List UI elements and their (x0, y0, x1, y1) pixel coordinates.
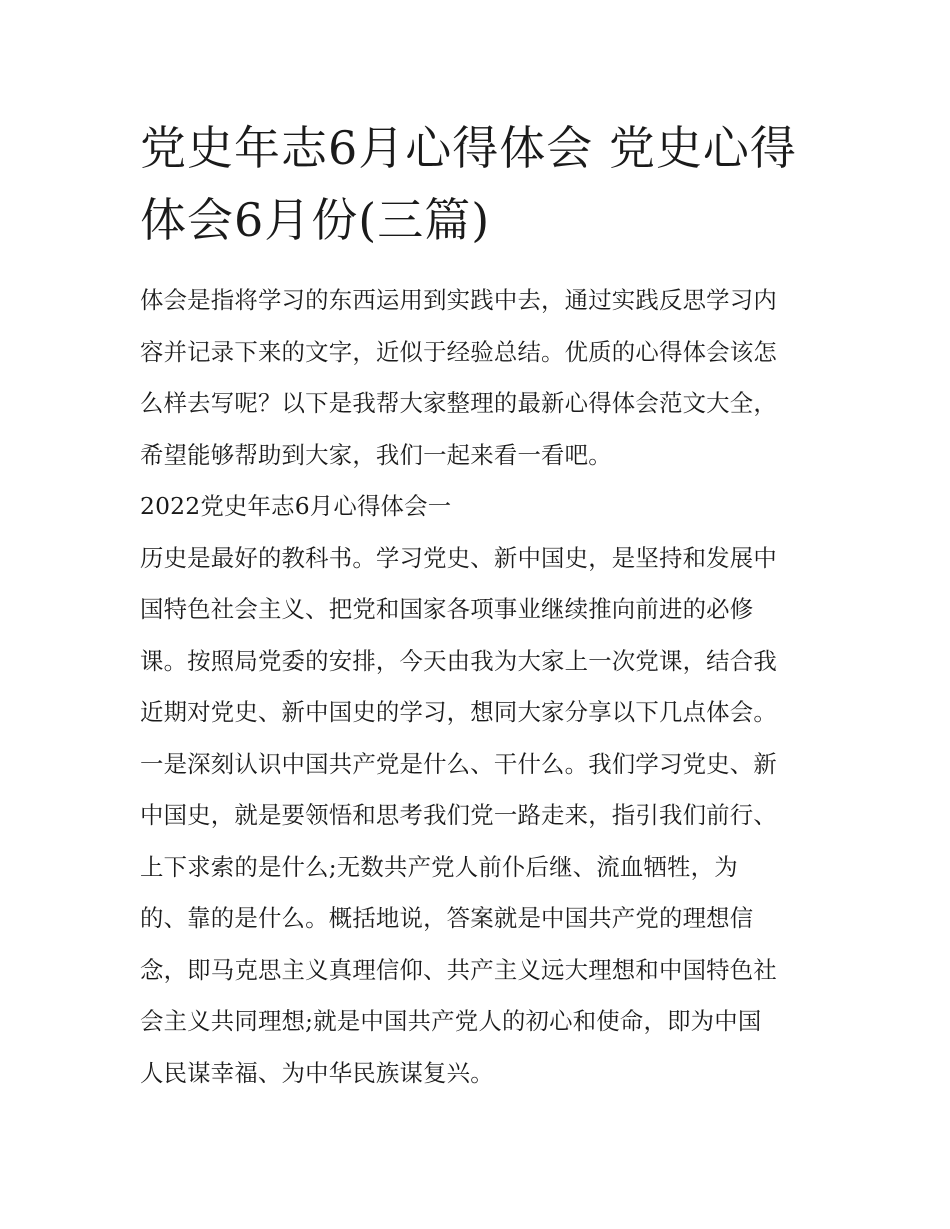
document-body (140, 282, 812, 1106)
body-line: 国特色社会主义、把党和国家各项事业继续推向前进的必修 (140, 595, 754, 623)
body-line: 人民谋幸福、为中华民族谋复兴。 (140, 1058, 494, 1087)
body-line: 近期对党史、新中国史的学习，想同大家分享以下几点体会。 (140, 698, 777, 726)
body-line: 上下求索的是什么;无数共产党人前仆后继、流血牺牲，为 (140, 852, 738, 881)
body-line: 念，即马克思主义真理信仰、共产主义远大理想和中国特色社 (140, 955, 777, 984)
body-line: 一是深刻认识中国共产党是什么、干什么。我们学习党史、新 (140, 749, 777, 778)
document-title: 党史年志6月心得体会 党史心得体会6月份(三篇) (140, 121, 797, 247)
section-heading: 2022党史年志6月心得体会一 (140, 492, 452, 520)
body-line: 中国史，就是要领悟和思考我们党一路走来，指引我们前行、 (140, 801, 777, 829)
body-line: 容并记录下来的文字，近似于经验总结。优质的心得体会该怎 (140, 337, 777, 366)
body-line: 历史是最好的教科书。学习党史、新中国史，是坚持和发展中 (140, 543, 777, 572)
body-line: 课。按照局党委的安排，今天由我为大家上一次党课，结合我 (140, 646, 777, 675)
body-line: 会主义共同理想;就是中国共产党人的初心和使命，即为中国 (140, 1007, 762, 1035)
body-line: 体会是指将学习的东西运用到实践中去，通过实践反思学习内 (140, 286, 777, 314)
body-line: 的、靠的是什么。概括地说，答案就是中国共产党的理想信 (140, 904, 754, 932)
body-line: 么样去写呢？以下是我帮大家整理的最新心得体会范文大全， (140, 389, 777, 417)
body-line: 希望能够帮助到大家，我们一起来看一看吧。 (140, 440, 612, 469)
